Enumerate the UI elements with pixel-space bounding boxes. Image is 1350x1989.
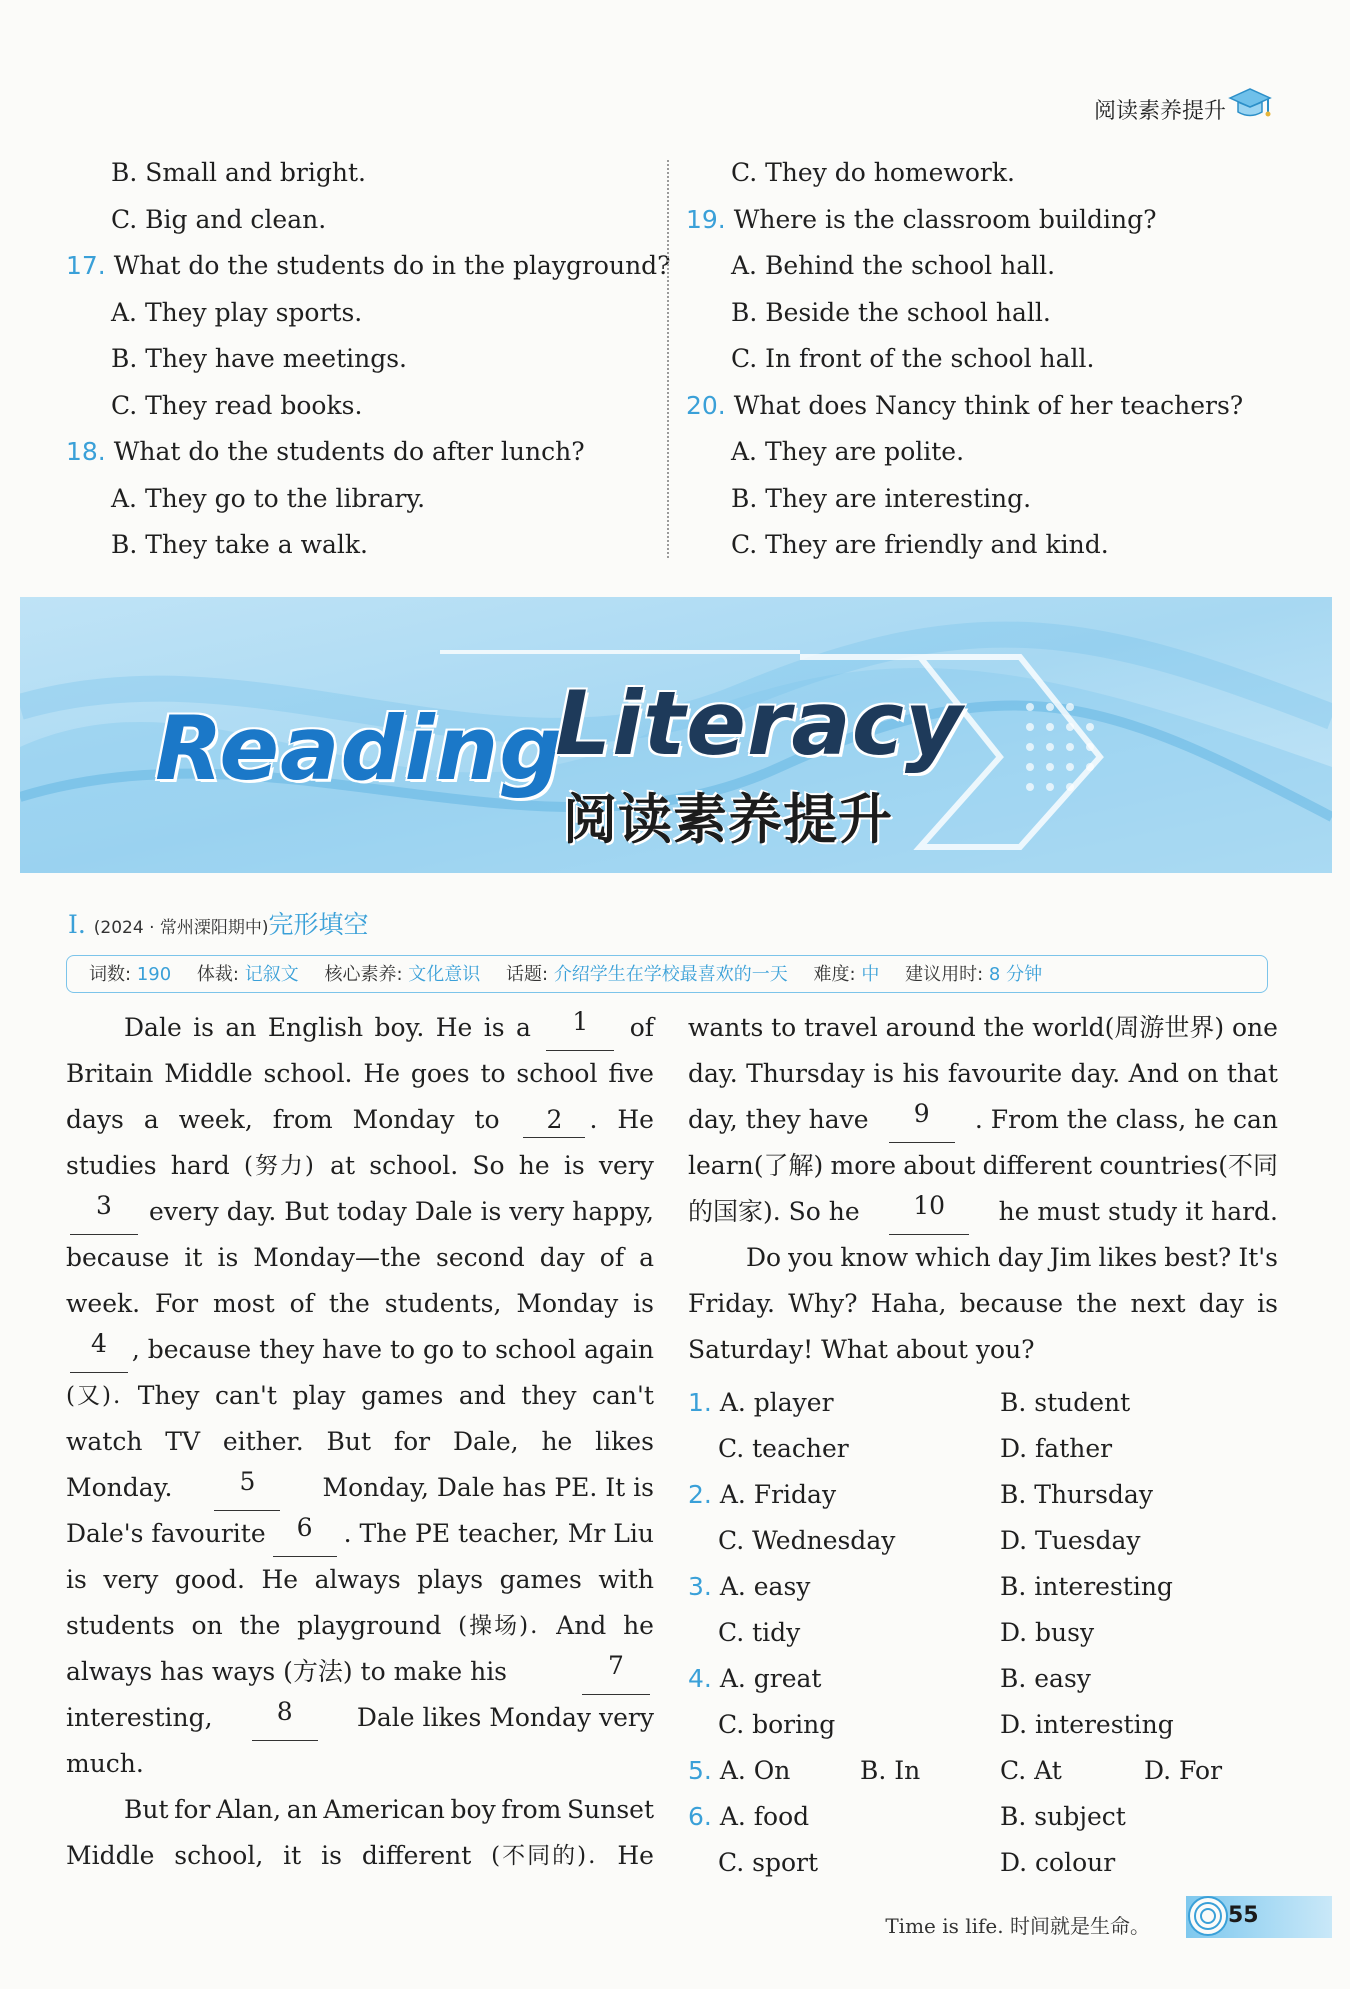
choice-number: 6. <box>688 1802 712 1831</box>
passage-word: likes <box>595 1427 654 1456</box>
blank-3[interactable]: 3 <box>70 1189 138 1235</box>
choice-c[interactable]: C. Wednesday <box>718 1526 896 1555</box>
passage-word: second <box>435 1243 525 1272</box>
passage-word: school. <box>263 1059 353 1088</box>
passage-line <box>66 1465 654 1511</box>
choice-row-5 <box>688 1748 1288 1794</box>
choice-row-2b <box>688 1518 1288 1564</box>
passage-word: it <box>184 1243 203 1272</box>
option-19b: B. Beside the school hall. <box>731 297 1051 327</box>
passage-line <box>66 1649 654 1695</box>
passage-word: of <box>289 1289 314 1318</box>
passage-word: So <box>472 1151 505 1180</box>
right-top-questions <box>686 150 1286 569</box>
choice-row-1 <box>688 1380 1288 1426</box>
blank-10[interactable]: 10 <box>889 1189 969 1235</box>
blank-2[interactable]: 2 <box>523 1103 585 1138</box>
passage-word: American <box>323 1795 445 1824</box>
passage-word: He <box>617 1841 654 1870</box>
info-label: 建议用时: <box>905 964 984 985</box>
reading-literacy-banner <box>20 597 1332 873</box>
passage-word: week, <box>178 1105 253 1134</box>
passage-word: he <box>541 1427 573 1456</box>
choice-a[interactable]: A. food <box>719 1802 810 1831</box>
passage-word: games <box>499 1565 582 1594</box>
passage-word: one <box>1232 1013 1278 1042</box>
question-text: What do the students do in the playground? <box>113 251 671 280</box>
passage-word: of <box>629 1013 654 1042</box>
passage-word: It's <box>1238 1243 1278 1272</box>
passage-word: you <box>788 1243 834 1272</box>
banner-title-literacy: Literacy <box>555 672 964 775</box>
passage-word: Sunset <box>566 1795 654 1824</box>
graduation-cap-icon <box>1228 86 1272 122</box>
passage-word: very <box>103 1565 159 1594</box>
choice-d[interactable]: D. busy <box>1000 1618 1095 1647</box>
passage-word: For <box>155 1289 199 1318</box>
passage-word: to <box>480 1059 506 1088</box>
passage-word: he <box>518 1151 550 1180</box>
passage-word: at <box>330 1151 356 1180</box>
blank-8[interactable]: 8 <box>252 1695 318 1741</box>
passage-word: day, they have <box>688 1105 869 1134</box>
passage-word: the <box>1076 1289 1118 1318</box>
passage-word: for <box>174 1795 211 1824</box>
choice-d[interactable]: D. For <box>1144 1756 1223 1785</box>
question-number: 20. <box>686 390 726 420</box>
choice-b[interactable]: B. student <box>1000 1388 1131 1417</box>
passage-line <box>66 1005 654 1051</box>
passage-word: countries(不同 <box>1099 1151 1278 1180</box>
blank-7[interactable]: 7 <box>582 1649 650 1695</box>
page-number: 55 <box>1228 1903 1259 1928</box>
passage-word: Middle <box>164 1059 253 1088</box>
passage-word: wants <box>688 1013 764 1042</box>
passage-word: Why? <box>788 1289 858 1318</box>
choice-row-2 <box>688 1472 1288 1518</box>
choice-c[interactable]: C. boring <box>718 1710 836 1739</box>
passage-word: to <box>474 1105 500 1134</box>
passage-word: (又). <box>66 1383 123 1409</box>
passage-word: . From the class, he can <box>974 1105 1278 1134</box>
passage-word: either. <box>222 1427 304 1456</box>
passage-line <box>66 1833 654 1879</box>
option-19a: A. Behind the school hall. <box>731 251 1056 280</box>
passage-word: Jim <box>1049 1243 1092 1272</box>
passage-word: 的国家). So he <box>688 1197 860 1226</box>
section-heading <box>68 905 369 941</box>
choice-b[interactable]: B. Thursday <box>1000 1480 1153 1509</box>
passage-word: And <box>1128 1059 1179 1088</box>
passage-word: studies <box>66 1151 157 1180</box>
choice-c[interactable]: C. teacher <box>718 1434 849 1463</box>
passage-word: it <box>283 1841 302 1870</box>
question-number: 18. <box>66 437 106 466</box>
info-value: 中 <box>861 964 880 985</box>
page-header-title: 阅读素养提升 <box>1093 99 1226 124</box>
passage-word: boy. <box>374 1013 425 1042</box>
passage-word: games <box>361 1381 444 1410</box>
info-value: 190 <box>136 964 172 985</box>
passage-line <box>66 1419 654 1465</box>
passage-line <box>66 1189 654 1235</box>
passage-word: five <box>608 1059 654 1088</box>
choice-number: 3. <box>688 1572 712 1601</box>
passage-right-column <box>688 1005 1278 1373</box>
choice-a[interactable]: A. easy <box>719 1572 811 1601</box>
passage-word: the <box>983 1013 1025 1042</box>
choice-d[interactable]: D. father <box>1000 1434 1113 1463</box>
question-19 <box>686 197 1286 244</box>
passage-word: is <box>1257 1289 1278 1318</box>
passage-word: is <box>633 1289 654 1318</box>
info-value: 8 分钟 <box>988 964 1043 985</box>
choice-b[interactable]: B. interesting <box>1000 1572 1173 1601</box>
passage-word: next <box>1130 1289 1186 1318</box>
passage-word: school. <box>369 1151 459 1180</box>
passage-word: Britain <box>66 1059 154 1088</box>
passage-word: more <box>830 1151 897 1180</box>
passage-line <box>688 1281 1278 1327</box>
passage-word: Monday <box>516 1289 619 1318</box>
passage-word: is <box>66 1565 87 1594</box>
passage-word: Middle <box>66 1841 155 1870</box>
passage-word: Dale, <box>452 1427 519 1456</box>
option-20c: C. They are friendly and kind. <box>731 530 1109 559</box>
passage-line <box>66 1511 654 1557</box>
passage-line <box>66 1051 654 1097</box>
passage-word: know <box>840 1243 909 1272</box>
passage-word: from <box>501 1795 562 1824</box>
passage-line <box>66 1695 654 1741</box>
info-value: 文化意识 <box>408 964 481 985</box>
passage-word: because <box>959 1289 1064 1318</box>
passage-word: Monday <box>352 1105 455 1134</box>
passage-word: around <box>885 1013 976 1042</box>
question-18 <box>66 429 656 476</box>
question-text: Where is the classroom building? <box>733 204 1157 234</box>
passage-line <box>688 1005 1278 1051</box>
blank-6[interactable]: 6 <box>273 1511 337 1557</box>
section-type: 完形填空 <box>268 910 369 939</box>
passage-left-column <box>66 1005 654 1879</box>
passage-word: day. <box>688 1059 738 1088</box>
choice-number: 4. <box>688 1664 712 1693</box>
passage-word: a <box>143 1105 159 1134</box>
passage-word: He <box>435 1013 473 1042</box>
passage-word: Thursday <box>746 1059 865 1088</box>
passage-word: Haha, <box>870 1289 947 1318</box>
choice-row-6 <box>688 1794 1288 1840</box>
passage-word: day <box>539 1243 585 1272</box>
passage-word: an <box>286 1795 318 1824</box>
passage-word: he <box>623 1611 654 1640</box>
passage-word: the <box>239 1611 281 1640</box>
option-20a: A. They are polite. <box>731 437 965 466</box>
answer-choices <box>688 1380 1288 1886</box>
passage-line <box>688 1097 1278 1143</box>
passage-line <box>66 1235 654 1281</box>
info-value: 介绍学生在学校最喜欢的一天 <box>553 964 788 985</box>
blank-4[interactable]: 4 <box>70 1327 128 1373</box>
option-19c: C. In front of the school hall. <box>731 344 1095 373</box>
passage-word: week. <box>66 1289 141 1318</box>
passage-line <box>688 1189 1278 1235</box>
passage-word: . <box>589 1105 598 1134</box>
passage-word: hard <box>170 1151 230 1180</box>
passage-word: day <box>997 1243 1043 1272</box>
option-18b: B. They take a walk. <box>111 530 368 559</box>
passage-word: and <box>458 1381 506 1410</box>
passage-word: Monday. <box>66 1473 173 1502</box>
passage-word: He <box>617 1105 654 1134</box>
passage-word: days <box>66 1105 124 1134</box>
section-source: (2024 · 常州溧阳期中) <box>93 918 269 938</box>
passage-word: Monday—the <box>253 1243 421 1272</box>
passage-word: with <box>598 1565 654 1594</box>
passage-word: Saturday! What about you? <box>688 1335 1035 1364</box>
passage-word: He <box>363 1059 400 1088</box>
option-17a: A. They play sports. <box>111 297 363 327</box>
passage-word: because <box>66 1243 170 1272</box>
passage-word: Friday. <box>688 1289 775 1318</box>
info-value: 记叙文 <box>244 964 299 985</box>
passage-line <box>66 1603 654 1649</box>
question-text: What do the students do after lunch? <box>113 437 585 466</box>
passage-word: different <box>361 1841 472 1870</box>
passage-word: is <box>321 1841 342 1870</box>
section-number: Ⅰ. <box>68 910 86 939</box>
footer-motto: Time is life. 时间就是生命。 <box>885 1914 1150 1938</box>
blank-9[interactable]: 9 <box>889 1097 955 1143</box>
choice-c[interactable]: C. tidy <box>718 1618 801 1647</box>
choice-row-4b <box>688 1702 1288 1748</box>
choice-row-3 <box>688 1564 1288 1610</box>
passage-word: day. <box>1070 1059 1121 1088</box>
passage-word: Monday, Dale has PE. It is <box>322 1473 654 1502</box>
passage-word: play <box>292 1381 346 1410</box>
passage-line <box>66 1787 654 1833</box>
passage-word: boy <box>450 1795 496 1824</box>
passage-word: . The PE teacher, Mr Liu <box>343 1519 654 1548</box>
choice-c[interactable]: C. At <box>1000 1756 1062 1785</box>
passage-word: for <box>393 1427 431 1456</box>
passage-word: school <box>516 1059 598 1088</box>
passage-line <box>66 1741 654 1787</box>
passage-word: goes <box>410 1059 470 1088</box>
passage-word: interesting, <box>66 1703 213 1732</box>
option-17c: C. They read books. <box>111 390 363 420</box>
passage-word: a <box>639 1243 654 1272</box>
choice-b[interactable]: B. In <box>860 1756 921 1785</box>
passage-line <box>688 1327 1278 1373</box>
info-label: 词数: <box>89 964 132 985</box>
choice-b[interactable]: B. easy <box>1000 1664 1091 1693</box>
passage-word: of <box>599 1243 625 1272</box>
passage-word: He <box>261 1565 299 1594</box>
column-divider <box>667 160 669 558</box>
passage-word: most <box>212 1289 275 1318</box>
passage-word: playground <box>297 1611 442 1640</box>
spiral-icon <box>1186 1894 1230 1938</box>
choice-a[interactable]: A. player <box>719 1388 834 1417</box>
passage-word: English <box>267 1013 364 1042</box>
choice-a[interactable]: A. Friday <box>719 1480 837 1509</box>
question-number: 17. <box>66 251 106 280</box>
passage-word: a <box>515 1013 531 1042</box>
passage-word: on <box>1187 1059 1219 1088</box>
choice-b[interactable]: B. subject <box>1000 1802 1126 1831</box>
passage-word: from <box>272 1105 333 1134</box>
banner-title-chinese: 阅读素养提升 <box>563 788 893 851</box>
passage-word: But <box>326 1427 372 1456</box>
passage-line <box>688 1143 1278 1189</box>
passage-line <box>66 1557 654 1603</box>
question-number: 19. <box>686 204 726 234</box>
question-17 <box>66 243 671 290</box>
choice-number: 1. <box>688 1388 712 1417</box>
passage-word: good. <box>174 1565 245 1594</box>
option-20b: B. They are interesting. <box>731 483 1032 513</box>
passage-word: (努力) <box>243 1153 316 1179</box>
passage-word: But <box>124 1795 169 1824</box>
passage-word: on <box>191 1611 223 1640</box>
passage-word: world(周游世界) <box>1032 1013 1225 1042</box>
choice-row-6b <box>688 1840 1288 1886</box>
option-16b: B. Small and bright. <box>111 158 366 187</box>
passage-word: And <box>556 1611 607 1640</box>
passage-word: very <box>598 1151 654 1180</box>
passage-word: always <box>314 1565 401 1594</box>
passage-word: watch <box>66 1427 143 1456</box>
choice-d[interactable]: D. Tuesday <box>1000 1526 1141 1555</box>
info-label: 难度: <box>813 964 856 985</box>
question-text: What does Nancy think of her teachers? <box>733 390 1244 420</box>
passage-word: students <box>66 1611 175 1640</box>
choice-row-1b <box>688 1426 1288 1472</box>
passage-line <box>66 1097 654 1143</box>
passage-word: they <box>521 1381 577 1410</box>
passage-word: which <box>915 1243 991 1272</box>
passage-info-box <box>66 955 1268 993</box>
option-18c: C. They do homework. <box>731 158 1015 187</box>
passage-word: school, <box>174 1841 264 1870</box>
passage-word: Dale <box>124 1013 182 1042</box>
passage-word: every day. But today Dale is very happy, <box>148 1197 654 1226</box>
passage-word: favourite <box>947 1059 1063 1088</box>
passage-word: Dale's favourite <box>66 1519 266 1548</box>
passage-line <box>66 1281 654 1327</box>
option-18a: A. They go to the library. <box>111 483 426 513</box>
passage-word: is <box>483 1013 505 1042</box>
passage-word: is <box>217 1243 239 1272</box>
passage-word: , because they have to go to school again <box>131 1335 654 1364</box>
banner-title-reading: Reading <box>155 697 564 800</box>
choice-a[interactable]: A. great <box>719 1664 822 1693</box>
choice-c[interactable]: C. sport <box>718 1848 819 1877</box>
passage-word: is <box>193 1013 214 1042</box>
passage-word: can't <box>215 1381 277 1410</box>
choice-row-3b <box>688 1610 1288 1656</box>
question-20 <box>686 383 1286 430</box>
passage-word: best? <box>1164 1243 1232 1272</box>
choice-d[interactable]: D. interesting <box>1000 1710 1174 1739</box>
passage-word: can't <box>592 1381 654 1410</box>
passage-word: is <box>563 1151 585 1180</box>
choice-d[interactable]: D. colour <box>1000 1848 1116 1877</box>
passage-word: to <box>771 1013 797 1042</box>
passage-word: that <box>1226 1059 1278 1088</box>
passage-line <box>688 1235 1278 1281</box>
passage-line <box>66 1143 654 1189</box>
choice-row-4 <box>688 1656 1288 1702</box>
passage-word: They <box>137 1381 200 1410</box>
info-label: 体裁: <box>196 964 239 985</box>
passage-word: an <box>225 1013 257 1042</box>
passage-word: learn(了解) <box>688 1151 824 1180</box>
passage-line <box>688 1051 1278 1097</box>
passage-word: likes <box>1098 1243 1158 1272</box>
option-16c: C. Big and clean. <box>111 204 327 234</box>
passage-word: TV <box>165 1427 200 1456</box>
passage-word: Alan, <box>216 1795 282 1824</box>
passage-word: (不同的). <box>491 1843 598 1869</box>
passage-word: different <box>982 1151 1093 1180</box>
choice-a[interactable]: A. On <box>719 1756 791 1785</box>
info-label: 核心素养: <box>324 964 403 985</box>
passage-line <box>66 1327 654 1373</box>
passage-word: Dale likes Monday very <box>356 1703 654 1732</box>
passage-word: day <box>1198 1289 1244 1318</box>
passage-word: he must study it hard. <box>998 1197 1278 1226</box>
passage-word: plays <box>417 1565 484 1594</box>
option-17b: B. They have meetings. <box>111 344 407 373</box>
choice-number: 2. <box>688 1480 712 1509</box>
passage-word: students, <box>384 1289 502 1318</box>
passage-word: travel <box>803 1013 878 1042</box>
passage-line <box>66 1373 654 1419</box>
passage-word: (操场). <box>458 1613 540 1639</box>
passage-word: always has ways (方法) to make his <box>66 1657 508 1686</box>
passage-word: about <box>903 1151 976 1180</box>
passage-word: much. <box>66 1749 144 1778</box>
passage-word: his <box>902 1059 940 1088</box>
info-label: 话题: <box>506 964 549 985</box>
passage-word: the <box>328 1289 370 1318</box>
choice-number: 5. <box>688 1756 712 1785</box>
blank-5[interactable]: 5 <box>214 1465 280 1511</box>
left-top-questions <box>66 150 671 569</box>
passage-word: Do <box>746 1243 782 1272</box>
blank-1[interactable]: 1 <box>546 1005 614 1051</box>
passage-word: is <box>873 1059 895 1088</box>
